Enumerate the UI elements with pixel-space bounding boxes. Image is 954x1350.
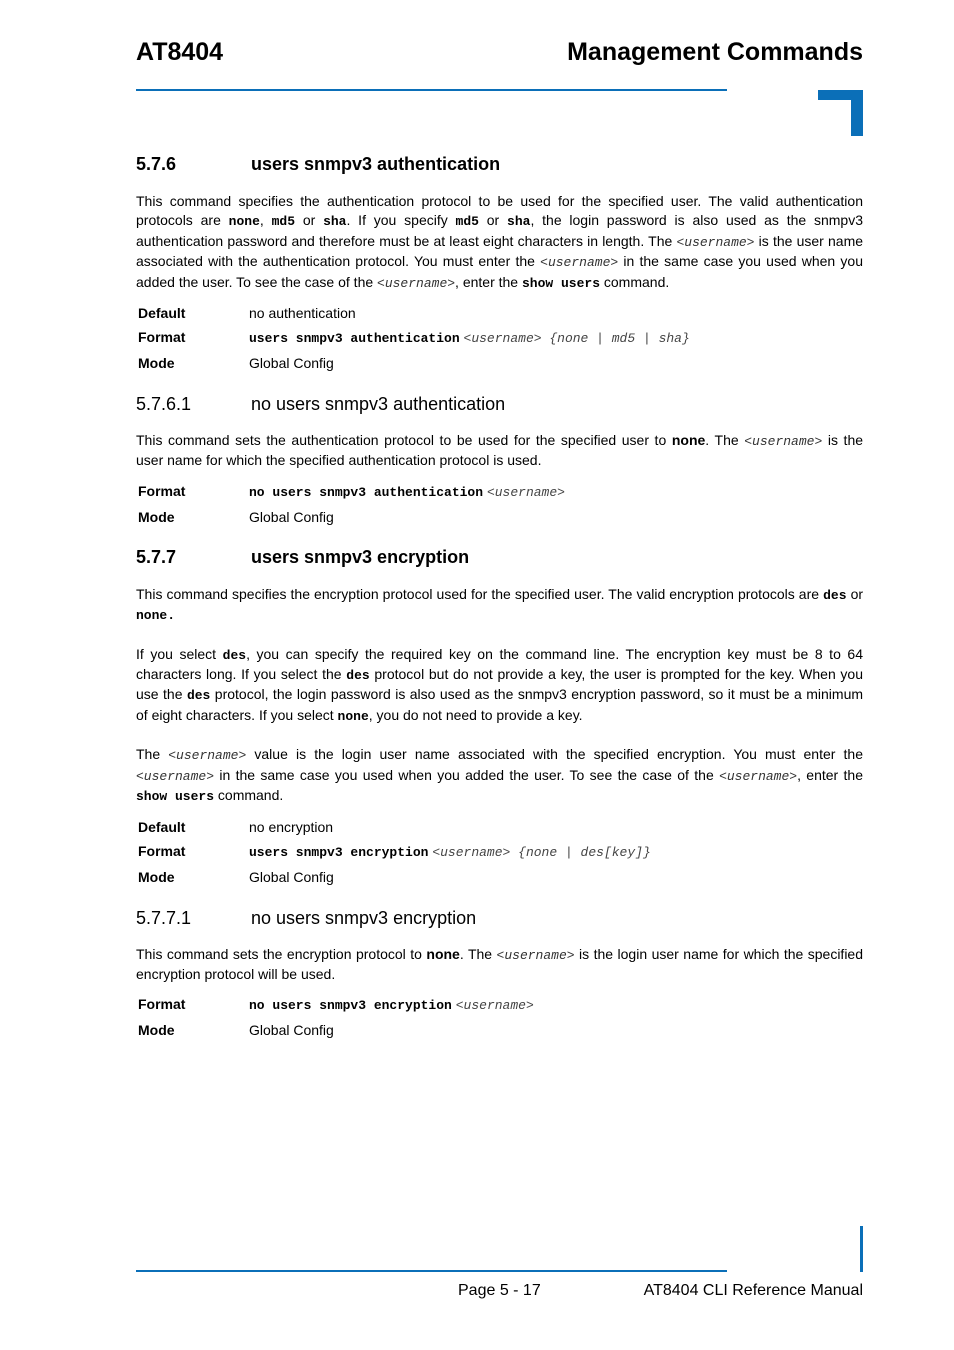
mode-row: Mode Global Config (138, 1022, 334, 1039)
code-show-users: show users (521, 275, 600, 291)
section-number: 5.7.6 (136, 154, 177, 174)
header-rule (136, 89, 727, 91)
code-sha: sha (507, 214, 531, 230)
section-heading-5-7-7 (136, 545, 863, 569)
code-des: des (823, 587, 847, 603)
format-row: Format no users snmpv3 encryption <username> (138, 996, 534, 1014)
header-product: AT8404 (136, 38, 224, 66)
section-heading-5-7-6-1 (136, 392, 863, 416)
var-username: <username> (676, 234, 755, 250)
mode-row: Mode Global Config (138, 355, 334, 372)
mode-row: Mode Global Config (138, 868, 334, 885)
footer-rule (136, 1270, 727, 1272)
header-corner-mark-vertical (851, 90, 863, 136)
default-row: Default no encryption (138, 818, 334, 835)
footer-doc-title: AT8404 CLI Reference Manual (643, 1282, 863, 1299)
var-username: <username> (540, 255, 619, 271)
page-content (136, 152, 863, 1042)
code-none: none (228, 214, 260, 230)
code-sha: sha (323, 214, 347, 230)
default-row: Default no authentication (138, 305, 356, 322)
section-title: users snmpv3 encryption (251, 546, 470, 567)
footer-page-number: Page 5 - 17 (458, 1282, 541, 1299)
paragraph-encryption-protocols: This command specifies the encryption protocol used for the specified user. The valid encryption protocols are des or none. (136, 585, 864, 624)
var-username: <username> (168, 748, 247, 764)
format-row: Format users snmpv3 authentication <username> {none | md5 | sha} (138, 329, 690, 347)
code-none: none. (136, 608, 176, 624)
code-show-users: show users (136, 789, 215, 805)
section-heading-5-7-6 (136, 152, 863, 176)
code-des: des (222, 647, 247, 663)
paragraph-auth-description: This command specifies the authentication protocol to be used for the specified user. The valid authentication protocols are none, md5 or sha. If you specify md5 or sha, the login password is also used as the snmpv3 authentication password and therefore must be at least eight characters in length. The <username> is the user name associated with the authentication protocol. You must enter the <username> in the same case you used when you added the user. To see the case of the <username>, enter the show users command. (136, 193, 864, 291)
var-username: <username> (136, 768, 215, 784)
section-title: no users snmpv3 authentication (251, 394, 506, 415)
section-title: users snmpv3 authentication (251, 154, 501, 174)
code-md5: md5 (271, 214, 295, 230)
format-row: Format users snmpv3 encryption <username> {none | des[key]} (138, 842, 651, 860)
paragraph-encryption-username: The <username> value is the login user name associated with the specified encryption. You must enter the <username> in the same case you used when you added the user. To see the case of the <username>, enter the show users command. (136, 746, 864, 805)
paragraph-no-auth-description: This command sets the authentication protocol to be used for the specified user to none. The <username> is the user name for which the specified authentication protocol is used. (136, 432, 864, 469)
mode-row: Mode Global Config (138, 508, 334, 525)
section-number: 5.7.7.1 (136, 907, 192, 928)
var-username: <username> (496, 947, 575, 963)
code-des: des (186, 688, 211, 704)
var-username: <username> (744, 434, 823, 450)
header-chapter: Management Commands (567, 38, 863, 66)
code-md5: md5 (455, 214, 479, 230)
format-row: Format no users snmpv3 authentication <username> (138, 482, 565, 500)
code-des: des (346, 668, 370, 684)
paragraph-encryption-key: If you select des, you can specify the required key on the command line. The encryption key must be 8 to 64 characters long. If you select the des protocol but do not provide a key, the user is prompted for the key. When you use the des protocol, the login password is also used as the snmpv3 encryption password, so it must be a minimum of eight characters. If you select none, you do not need to provide a key. (136, 645, 864, 724)
section-number: 5.7.7 (136, 546, 177, 567)
var-username: <username> (377, 275, 456, 291)
footer-corner-mark (860, 1226, 863, 1272)
section-title: no users snmpv3 encryption (251, 907, 477, 928)
section-number: 5.7.6.1 (136, 394, 192, 415)
code-none: none (337, 708, 369, 724)
paragraph-no-encryption-description: This command sets the encryption protocol to none. The <username> is the login user name for which the specified encryption protocol will be used. (136, 945, 864, 982)
var-username: <username> (719, 768, 798, 784)
section-heading-5-7-7-1 (136, 906, 863, 930)
